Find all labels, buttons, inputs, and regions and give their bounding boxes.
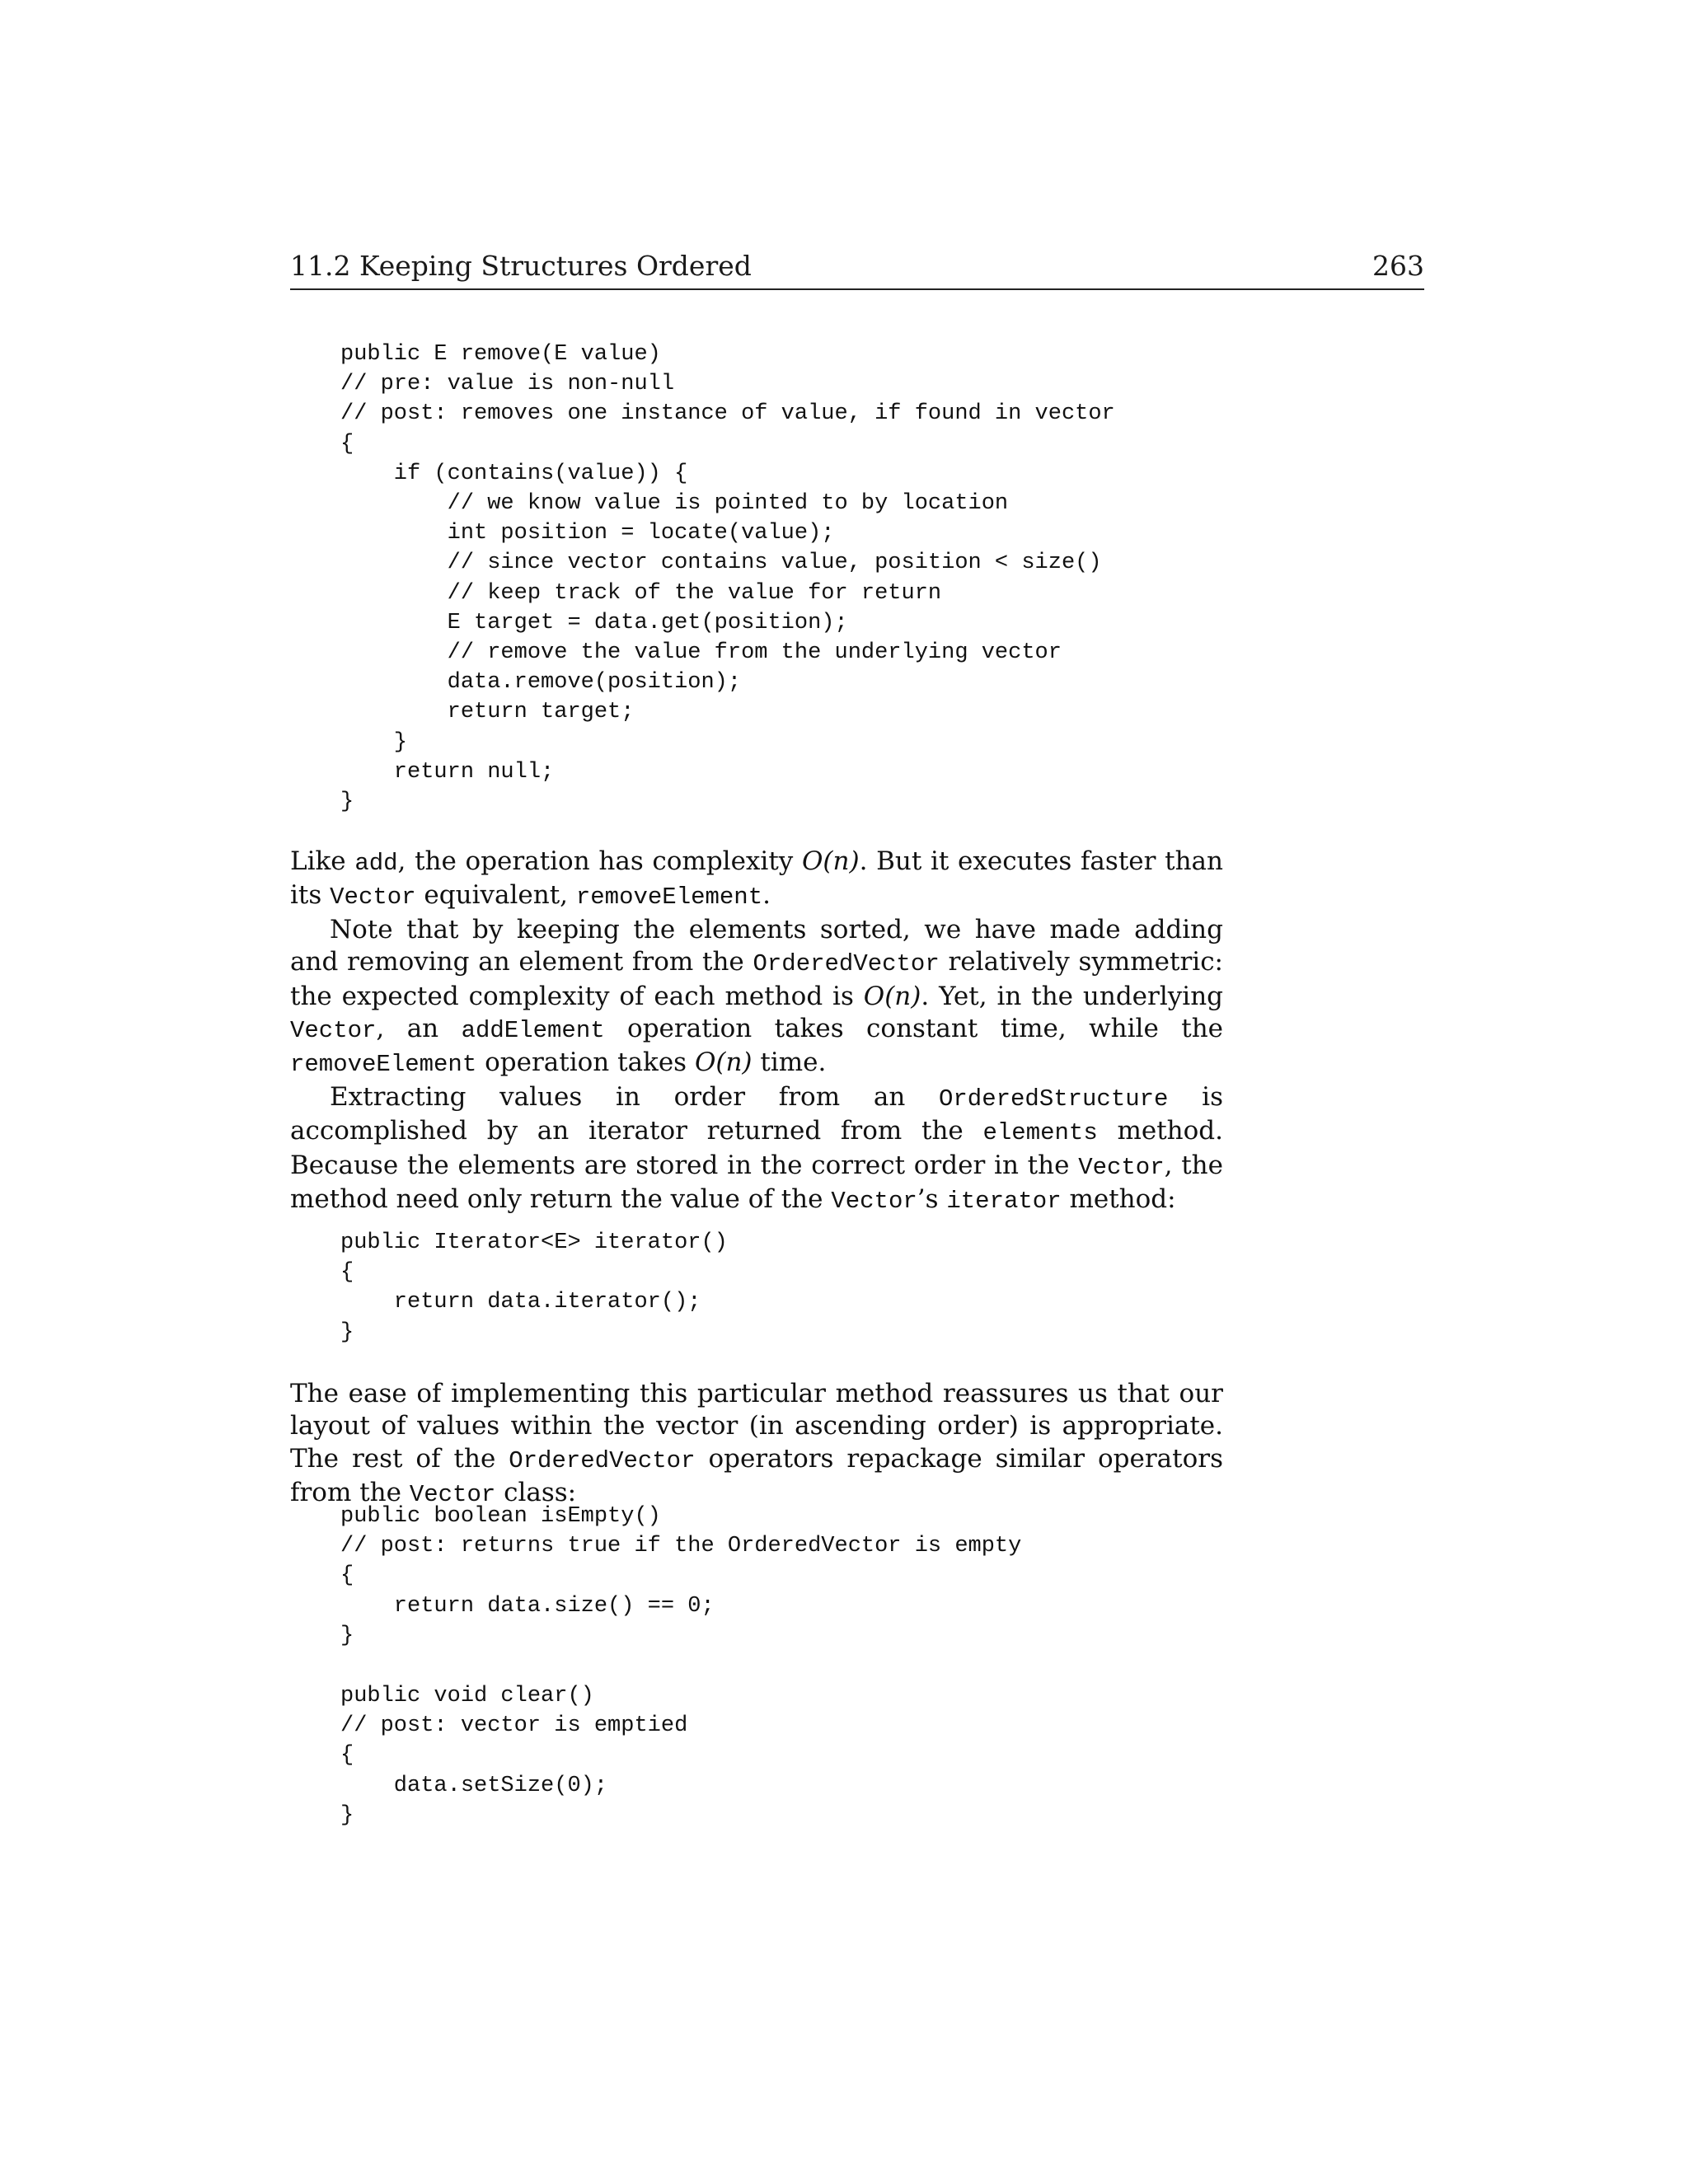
section-title: 11.2 Keeping Structures Ordered xyxy=(290,250,752,282)
big-o-notation: O(n) xyxy=(802,846,860,876)
paragraph-layout: The ease of implementing this particular method reassures us that our layout of values within the vector (in ascending order) is appropriate. The rest of the OrderedVector operators repackage similar operators from the Vector class: xyxy=(290,1379,1223,1509)
code-vector: Vector xyxy=(330,883,416,912)
code-block-isempty: public boolean isEmpty() // post: returns true if the OrderedVector is empty { return data.size() == 0; } xyxy=(340,1504,1022,1648)
code-block-clear: public void clear() // post: vector is emptied { data.setSize(0); } xyxy=(340,1684,688,1828)
paragraph-iterator: Extracting values in order from an OrderedStructure is accomplished by an iterator returned from the elements method. Because the elements are stored in the correct order in the Vector, the method need only return the value of the Vector’s iterator method: xyxy=(290,1081,1223,1216)
paragraph-remove-complexity: Like add, the operation has complexity O(n). But it executes faster than its Vector equivalent, removeElement. xyxy=(290,846,1223,912)
code-removeelement: removeElement xyxy=(575,883,763,912)
code-block-remove: public E remove(E value) // pre: value is non-null // post: removes one instance of value, if found in vector { if (contains(value)) { // we know value is pointed to by location int position = locate(value); // since vector contains value, position < size() // keep track of the value for return E target = data.get(position); // remove the value from the underlying vector data.remove(position); return target; } return null; } xyxy=(340,342,1115,815)
page-header xyxy=(290,251,1424,290)
code-block-iterator: public Iterator<E> iterator() { return data.iterator(); } xyxy=(340,1230,728,1345)
page-number: 263 xyxy=(1372,250,1424,282)
body-text-section-1 xyxy=(290,846,1223,1217)
body-text-section-2 xyxy=(290,1378,1223,1511)
code-add: add xyxy=(354,850,398,877)
paragraph-symmetry: Note that by keeping the elements sorted, we have made adding and removing an element from the OrderedVector relatively symmetric: the expected complexity of each method is O(n). Yet, in the underlying Vector, an addElement operation takes constant time, while the removeElement operation takes O(n) time. xyxy=(290,914,1224,1079)
